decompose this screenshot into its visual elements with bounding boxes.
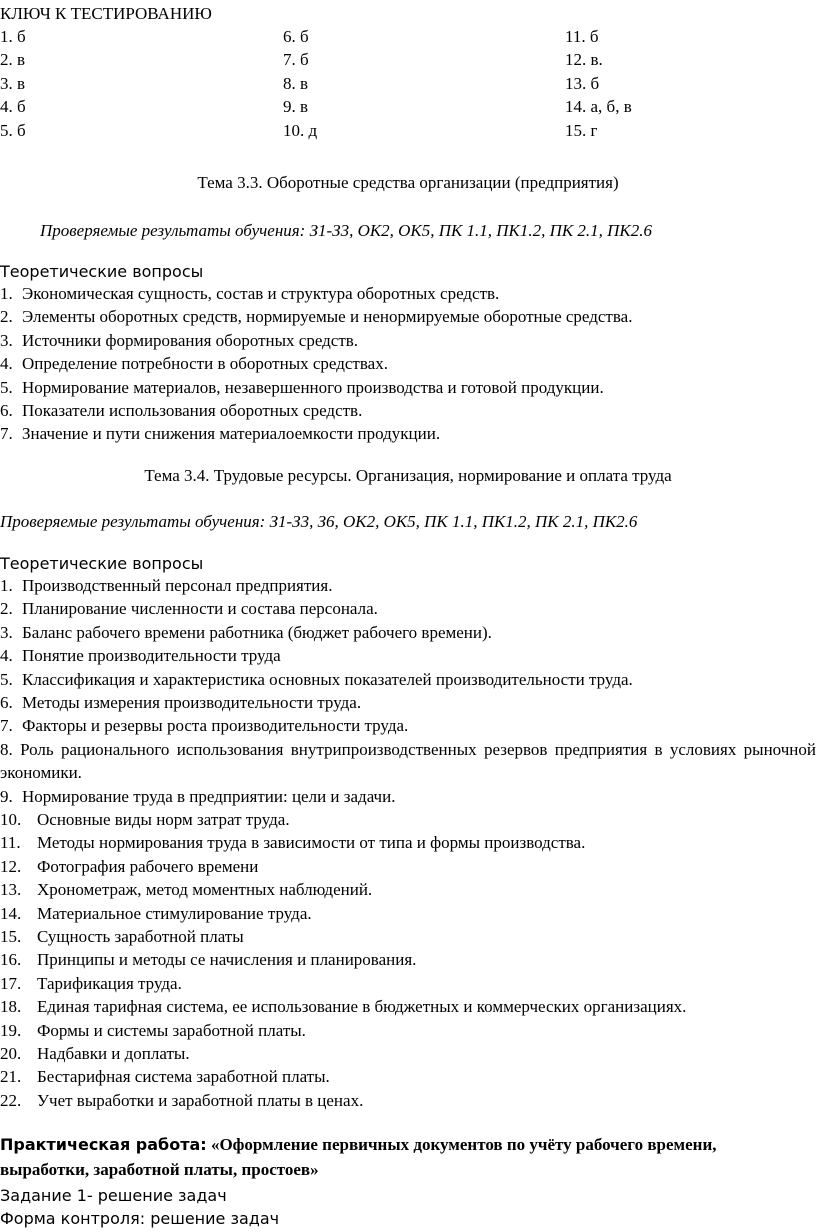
answer-value: д [308,120,318,140]
topic-3-4-questions-part-b [0,808,816,1112]
practical-work-title: «Оформление первичных документов по учёту рабочего времени, выработки, заработной платы, простоев» [0,1135,717,1179]
answer-value: б [589,27,599,46]
question-number: 11. [0,833,21,853]
question-text: Элементы оборотных средств, нормируемые и ненормируемые оборотные средства. [22,307,633,327]
answer-key-cell [0,72,25,95]
question-text: Фотография рабочего времени [37,856,259,876]
list-item [0,1019,816,1042]
question-text: Сущность заработной платы [37,926,244,946]
answer-number: 6. [283,27,296,46]
control-form-line: Форма контроля: решение задач [0,1209,280,1228]
topic-3-3-questions-heading: Теоретические вопросы [0,262,204,281]
list-item [0,305,816,328]
answer-number: 13. [565,73,587,93]
list-item [0,1065,816,1088]
answer-key-row [0,25,816,48]
list-item [0,329,816,352]
answer-number: 5. [0,120,13,140]
task-line: Задание 1- решение задач [0,1186,227,1205]
answer-key-row [0,119,816,142]
list-item [0,352,816,375]
answer-number: 4. [0,97,13,117]
topic-3-4-question-8-block [0,738,816,785]
list-item [0,855,816,878]
answer-value: а, б, в [590,97,632,117]
list-item [0,948,816,971]
question-number: 20. [0,1043,22,1063]
question-text: Классификация и характеристика основных показателей производительности труда. [22,669,633,689]
question-number: 2. [0,599,13,619]
answer-key-cell [565,119,597,142]
question-number: 1. [0,576,13,595]
question-text: Экономическая сущность, состав и структура оборотных средств. [22,284,500,303]
question-text: Бестарифная система заработной платы. [37,1067,330,1087]
practical-work-label: Практическая работа: [0,1135,207,1154]
list-item [0,808,816,831]
question-number: 17. [0,973,22,993]
question-text: Производственный персонал предприятия. [22,576,333,595]
answer-key-row [0,48,816,71]
list-item [0,422,816,445]
answer-number: 14. [565,97,587,117]
topic-3-3-questions [0,282,816,446]
answer-key-cell [565,72,599,95]
question-number: 13. [0,880,22,900]
topic-3-4-question-9-block [0,785,816,808]
question-number: 14. [0,903,22,923]
list-item [0,1042,816,1065]
question-number: 7. [0,716,13,736]
question-text: Понятие производительности труда [22,646,281,666]
topic-3-4-results: Проверяемые результаты обучения: З1-З3, З6, ОК2, ОК5, ПК 1.1, ПК1.2, ПК 2.1, ПК2.6 [0,512,638,531]
question-text: Нормирование труда в предприятии: цели и задачи. [22,787,396,806]
answer-key-row [0,72,816,95]
topic-3-4-questions-heading: Теоретические вопросы [0,554,204,573]
question-text: Единая тарифная система, ее использование в бюджетных и коммерческих организациях. [37,997,687,1017]
list-item [0,785,816,808]
answer-number: 15. [565,120,587,140]
question-number: 4. [0,354,13,374]
answer-value: в. [590,50,603,70]
question-text: Факторы и резервы роста производительности труда. [22,716,409,736]
list-item [0,574,816,597]
question-number: 2. [0,307,13,327]
question-number: 19. [0,1020,22,1040]
question-number: 6. [0,400,13,420]
answer-number: 12. [565,50,587,70]
list-item [0,972,816,995]
list-item [0,995,816,1018]
topic-3-3-results: Проверяемые результаты обучения: З1-З3, ОК2, ОК5, ПК 1.1, ПК1.2, ПК 2.1, ПК2.6 [40,221,652,240]
list-item [0,691,816,714]
question-text: Учет выработки и заработной платы в ценах. [37,1090,364,1110]
answer-value: г [590,120,598,140]
answer-key-cell [0,95,26,118]
question-number: 10. [0,810,22,829]
question-text: Значение и пути снижения материалоемкости продукции. [22,424,441,444]
question-number: 3. [0,330,13,350]
answer-number: 8. [283,73,296,93]
answer-value: б [17,97,26,117]
list-item [0,597,816,620]
question-number: 18. [0,997,22,1017]
topic-3-3-title: Тема 3.3. Оборотные средства организации (предприятия) [197,173,619,192]
question-text: Материальное стимулирование труда. [37,903,312,923]
answer-key-cell [0,48,25,71]
answer-number: 3. [0,73,13,93]
topic-3-4-questions-part-a [0,574,816,738]
question-number: 3. [0,622,13,642]
list-item [0,376,816,399]
list-item [0,1089,816,1112]
answer-key-cell [283,48,309,71]
answer-number: 11. [565,27,586,46]
answer-key-row [0,95,816,118]
question-8-text: 8. Роль рационального использования внутрипроизводственных резервов предприятия в условиях рыночной экономики. [0,740,816,783]
question-text: Формы и системы заработной платы. [37,1020,306,1040]
question-number: 22. [0,1090,22,1110]
answer-key-cell [283,25,309,48]
answer-key-cell [283,95,308,118]
question-text: Методы измерения производительности труда. [22,692,362,712]
list-item [0,644,816,667]
list-item [0,399,816,422]
list-item [0,831,816,854]
answer-value: в [300,73,309,93]
topic-3-4-title: Тема 3.4. Трудовые ресурсы. Организация, нормирование и оплата труда [144,466,672,485]
question-text: Баланс рабочего времени работника (бюджет рабочего времени). [22,622,492,642]
answer-key-cell [283,72,308,95]
question-text: Источники формирования оборотных средств. [22,330,359,350]
answer-value: в [300,97,309,117]
question-number: 16. [0,950,22,970]
question-number: 12. [0,856,22,876]
question-text: Нормирование материалов, незавершенного производства и готовой продукции. [22,377,604,397]
answer-value: б [17,120,26,140]
question-text: Принципы и методы се начисления и планирования. [37,950,417,970]
list-item [0,714,816,737]
answer-key-cell [565,95,632,118]
question-text: Надбавки и доплаты. [37,1043,190,1063]
answer-value: в [17,50,26,70]
question-number: 5. [0,377,13,397]
question-text: Тарификация труда. [37,973,182,993]
list-item [0,738,816,785]
question-number: 1. [0,284,13,303]
list-item [0,668,816,691]
question-number: 21. [0,1067,22,1087]
answer-number: 9. [283,97,296,117]
answer-value: б [300,50,309,70]
answer-key-grid [0,25,816,142]
question-number: 9. [0,787,13,806]
list-item [0,621,816,644]
answer-key-cell [0,119,26,142]
answer-value: б [590,73,600,93]
answer-number: 7. [283,50,296,70]
answer-value: в [17,73,26,93]
list-item [0,902,816,925]
list-item [0,925,816,948]
question-text: Планирование численности и состава персонала. [22,599,378,619]
list-item [0,878,816,901]
answer-number: 10. [283,120,305,140]
answer-number: 1. [0,27,13,46]
answer-key-cell [283,119,317,142]
question-text: Показатели использования оборотных средств. [22,400,363,420]
question-number: 6. [0,692,13,712]
practical-work-block [0,1132,800,1182]
answer-value: б [17,27,26,46]
answer-key-cell [565,25,599,48]
question-number: 5. [0,669,13,689]
question-text: Определение потребности в оборотных средствах. [22,354,388,374]
question-text: Методы нормирования труда в зависимости от типа и формы производства. [37,833,586,853]
list-item [0,282,816,305]
answer-key-cell [565,48,603,71]
question-text: Хронометраж, метод моментных наблюдений. [37,880,373,900]
answer-value: б [300,27,309,46]
question-number: 15. [0,926,22,946]
question-number: 4. [0,646,13,666]
answer-key-cell [0,25,26,48]
question-text: Основные виды норм затрат труда. [37,810,290,829]
answer-number: 2. [0,50,13,70]
answer-key-title: КЛЮЧ К ТЕСТИРОВАНИЮ [0,4,212,23]
question-number: 7. [0,424,13,444]
